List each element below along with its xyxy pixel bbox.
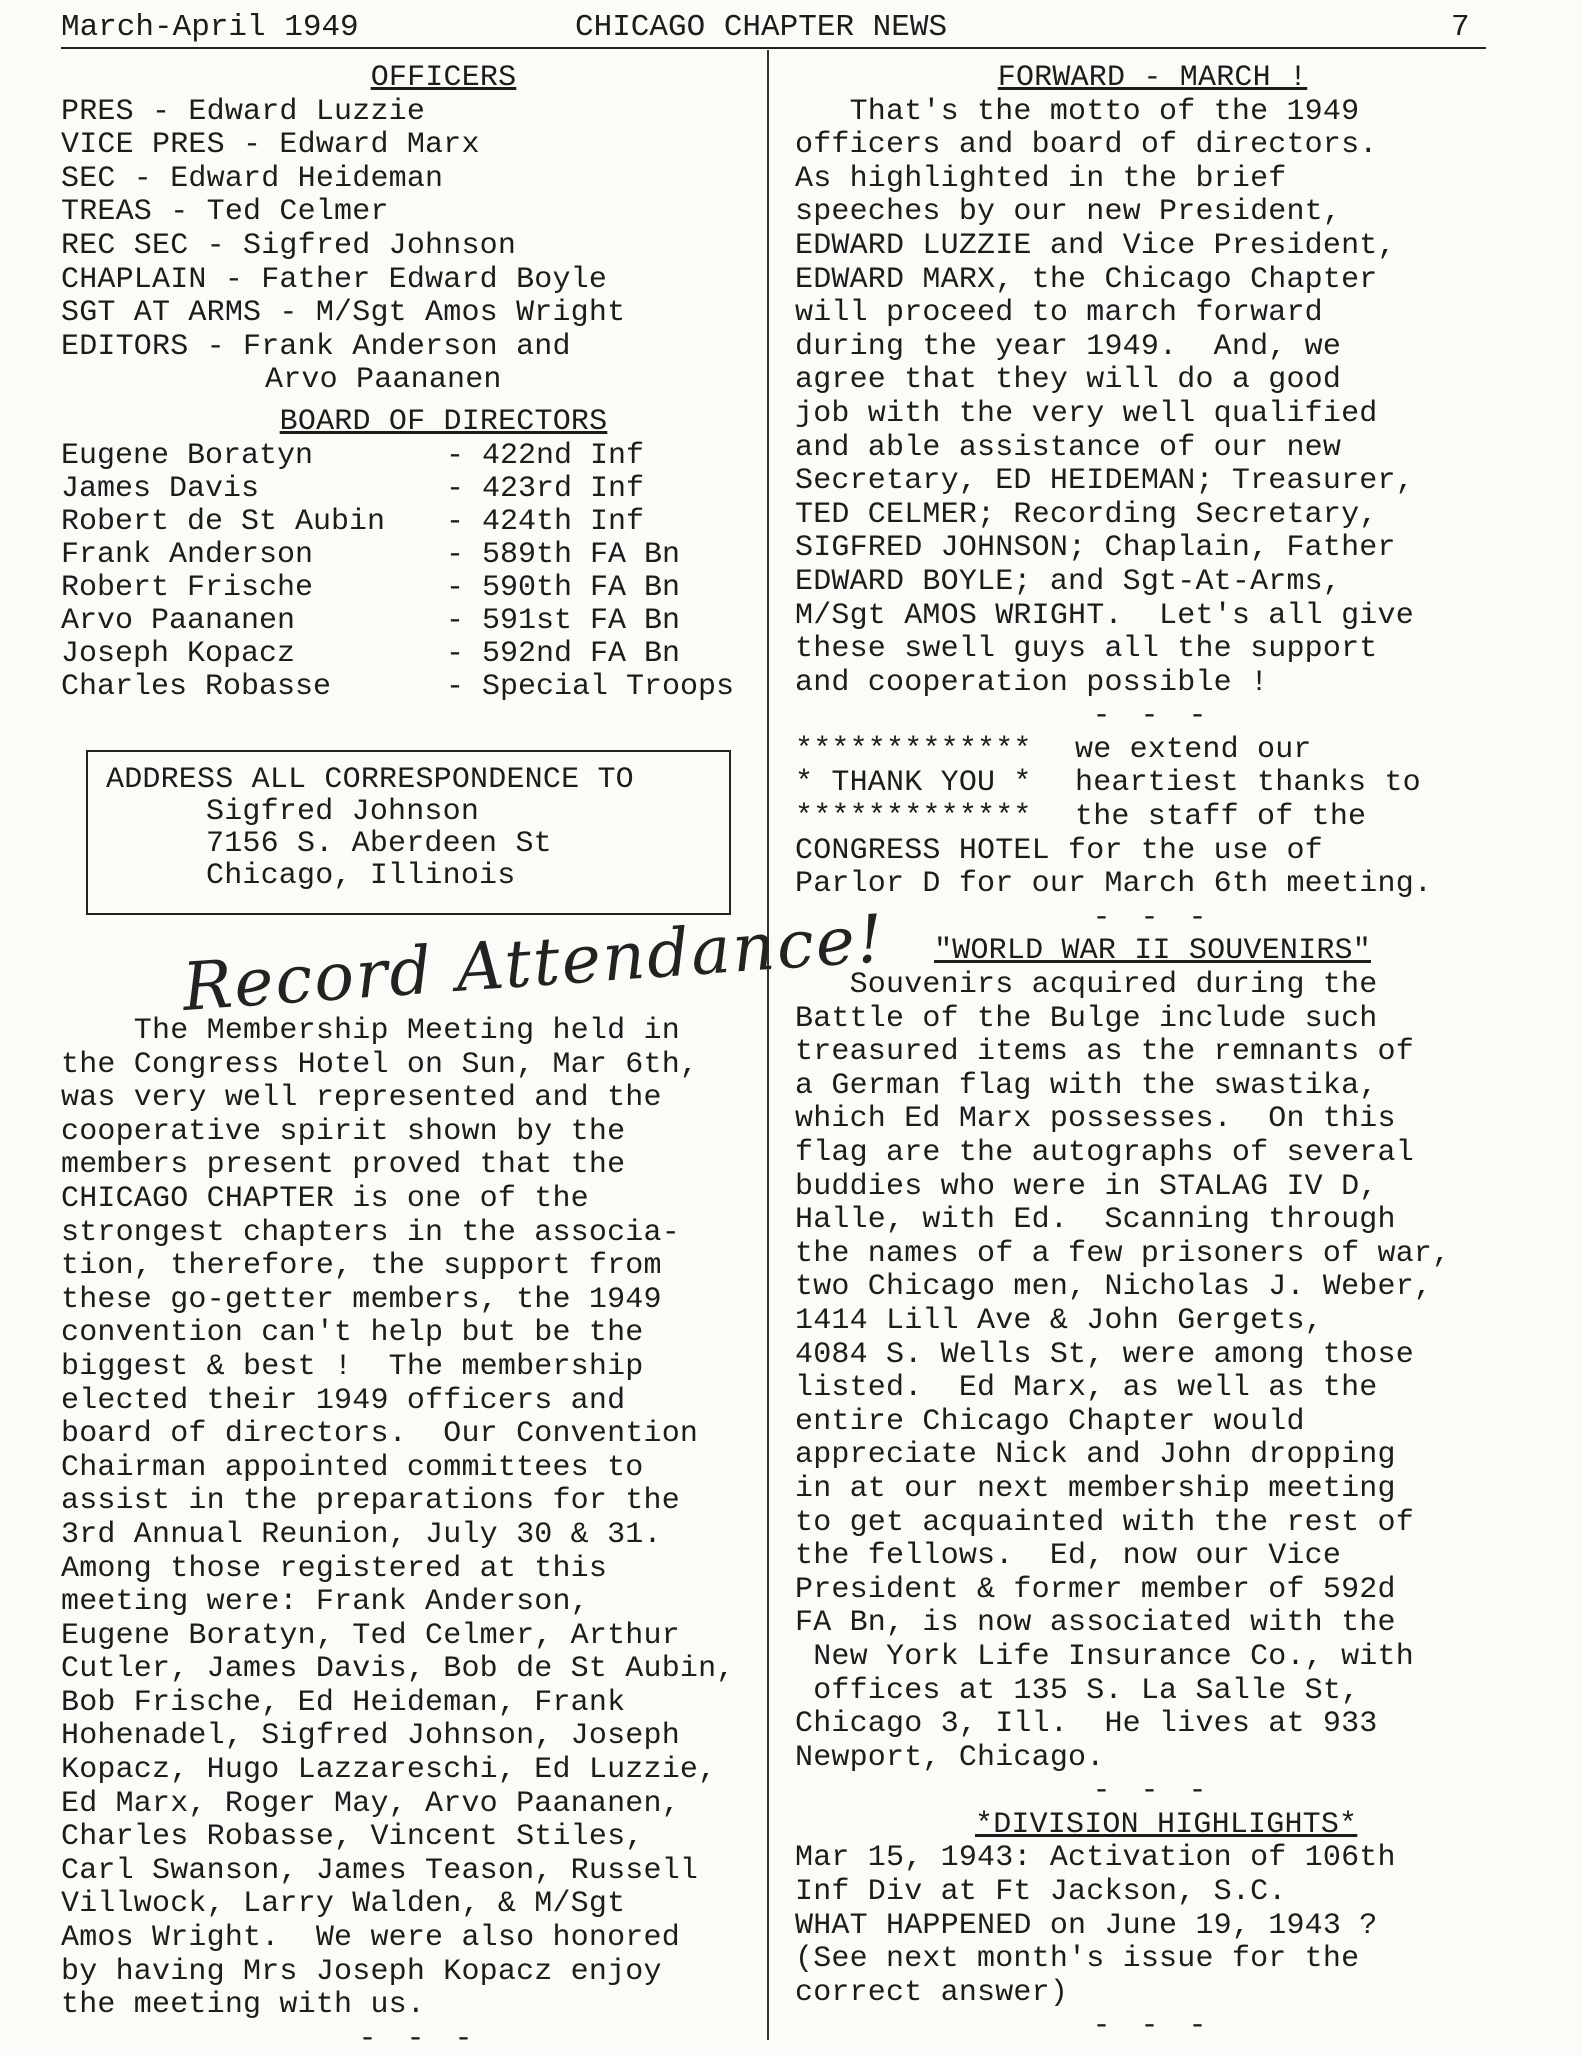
article-line: board of directors. Our Convention [61,1417,699,1452]
section-separator: - - - [1092,2009,1213,2044]
section-separator: - - - [1092,1774,1213,1809]
article-line: during the year 1949. And, we [795,329,1342,364]
article-line: heartiest thanks to [1075,766,1421,801]
board-row [61,506,766,539]
director-unit: - 424th Inf [446,504,645,539]
director-unit: - 591st FA Bn [446,603,681,638]
article-line: the staff of the [1075,800,1367,835]
board-section [61,406,766,704]
stars-bottom: ************* [795,800,1032,835]
director-name: Eugene Boratyn [61,438,314,473]
article-line: and cooperation possible ! [795,665,1269,700]
article-line: CHICAGO CHAPTER is one of the [61,1181,589,1216]
article-line: Mar 15, 1943: Activation of 106th [795,1841,1396,1876]
stars-top: ************* [795,732,1032,767]
article-line: will proceed to march forward [795,296,1323,331]
article-line: Battle of the Bulge include such [795,1001,1378,1036]
article-line: EDWARD LUZZIE and Vice President, [795,228,1396,263]
article-line: President & former member of 592d [795,1572,1396,1607]
officers-section [61,62,766,398]
article-line: Chairman appointed committees to [61,1450,644,1485]
article-line: Inf Div at Ft Jackson, S.C. [795,1875,1287,1910]
article-line: Cutler, James Davis, Bob de St Aubin, [61,1652,735,1687]
article-line: speeches by our new President, [795,195,1342,230]
officer-line: VICE PRES - Edward Marx [61,128,480,163]
thank-you-stars [795,734,1075,835]
article-line: and able assistance of our new [795,430,1342,465]
director-name: Arvo Paananen [61,603,296,638]
article-line: entire Chicago Chapter would [795,1404,1305,1439]
officer-line: SGT AT ARMS - M/Sgt Amos Wright [61,296,626,331]
article-line: Among those registered at this [61,1551,608,1586]
officer-line: Arvo Paananen [265,363,502,398]
board-row [61,572,766,605]
article-line: New York Life Insurance Co., with [795,1639,1414,1674]
article-line: 1414 Lill Ave & John Gergets, [795,1303,1323,1338]
left-column [61,62,766,704]
address-line: Chicago, Illinois [206,859,516,893]
section-separator: - - - [1092,699,1213,734]
address-box [86,750,731,915]
article-line: TED CELMER; Recording Secretary, [795,497,1378,532]
article-line: Kopacz, Hugo Lazzareschi, Ed Luzzie, [61,1753,717,1788]
article-line: job with the very well qualified [795,396,1378,431]
officer-line: CHAPLAIN - Father Edward Boyle [61,262,608,297]
article-line: treasured items as the remnants of [795,1035,1414,1070]
article-line: M/Sgt AMOS WRIGHT. Let's all give [795,598,1414,633]
article-line: FA Bn, is now associated with the [795,1606,1396,1641]
address-line: Sigfred Johnson [206,795,480,829]
article-line: (See next month's issue for the [795,1942,1360,1977]
article-line: convention can't help but be the [61,1316,644,1351]
article-line: offices at 135 S. La Salle St, [795,1673,1360,1708]
board-row [61,638,766,671]
article-line: strongest chapters in the associa- [61,1215,680,1250]
thank-you-side-text [1075,734,1421,835]
article-line: in at our next membership meeting [795,1471,1396,1506]
article-line: agree that they will do a good [795,363,1342,398]
article-line: we extend our [1075,732,1312,767]
article-line: EDWARD BOYLE; and Sgt-At-Arms, [795,564,1342,599]
article-line: That's the motto of the 1949 [795,94,1360,129]
address-heading: ADDRESS ALL CORRESPONDENCE TO [106,763,634,797]
article-line: Amos Wright. We were also honored [61,1921,680,1956]
article-line: two Chicago men, Nicholas J. Weber, [795,1270,1433,1305]
thank-you-box [795,734,1510,835]
section-separator: - - - [358,2021,479,2056]
article-line: buddies who were in STALAG IV D, [795,1169,1378,1204]
article-line: SIGFRED JOHNSON; Chaplain, Father [795,531,1396,566]
article-line: tion, therefore, the support from [61,1249,662,1284]
article-line: correct answer) [795,1975,1069,2010]
article-line: cooperative spirit shown by the [61,1114,626,1149]
article-line: listed. Ed Marx, as well as the [795,1371,1378,1406]
article-line: Secretary, ED HEIDEMAN; Treasurer, [795,464,1414,499]
director-name: Robert Frische [61,570,314,605]
article-line: EDWARD MARX, the Chicago Chapter [795,262,1378,297]
article-line: these swell guys all the support [795,632,1378,667]
article-line: biggest & best ! The membership [61,1349,644,1384]
article-line: Bob Frische, Ed Heideman, Frank [61,1685,626,1720]
article-line: appreciate Nick and John dropping [795,1438,1396,1473]
board-row [61,473,766,506]
article-line: The Membership Meeting held in [61,1014,680,1048]
article-line: CONGRESS HOTEL for the use of [795,833,1323,868]
article-line: assist in the preparations for the [61,1484,680,1519]
article-line: meeting were: Frank Anderson, [61,1585,589,1620]
director-unit: - 592nd FA Bn [446,636,681,671]
article-line: Carl Swanson, James Teason, Russell [61,1853,699,1888]
article-line: Souvenirs acquired during the [795,968,1378,1003]
issue-date: March-April 1949 [61,10,359,45]
article-line: elected their 1949 officers and [61,1383,626,1418]
board-heading: BOARD OF DIRECTORS [279,404,608,439]
section-separator: - - - [1092,900,1213,935]
article-line: to get acquainted with the rest of [795,1505,1414,1540]
officer-line: PRES - Edward Luzzie [61,94,426,129]
officer-line: REC SEC - Sigfred Johnson [61,228,517,263]
article-line: flag are the autographs of several [795,1136,1414,1170]
article-line: the names of a few prisoners of war, [795,1236,1451,1271]
forward-march-article [795,62,1510,734]
record-attendance-title: Record Attendance! [179,900,888,1026]
article-line: the fellows. Ed, now our Vice [795,1539,1342,1574]
director-unit: - 589th FA Bn [446,537,681,572]
article-line: a German flag with the swastika, [795,1068,1378,1103]
division-highlights-article [795,1809,1510,2044]
article-line: Eugene Boratyn, Ted Celmer, Arthur [61,1618,680,1653]
souvenirs-heading: "WORLD WAR II SOUVENIRS" [934,934,1371,969]
article-line: Halle, with Ed. Scanning through [795,1203,1396,1238]
director-name: James Davis [61,471,260,506]
director-name: Joseph Kopacz [61,636,296,671]
director-unit: - 590th FA Bn [446,570,681,605]
board-row [61,605,766,638]
thank-you-label: * THANK YOU * [795,766,1032,801]
article-line: was very well represented and the [61,1081,662,1116]
director-unit: - 423rd Inf [446,471,645,506]
article-line: which Ed Marx possesses. On this [795,1102,1396,1137]
director-unit: - 422nd Inf [446,438,645,473]
article-line: officers and board of directors. [795,128,1378,163]
souvenirs-article [795,935,1510,1808]
officer-line: TREAS - Ted Celmer [61,195,389,230]
thank-you-article [795,734,1510,936]
newsletter-title: CHICAGO CHAPTER NEWS [575,10,948,45]
article-line: these go-getter members, the 1949 [61,1282,662,1317]
article-line: Newport, Chicago. [795,1740,1105,1775]
article-line: Parlor D for our March 6th meeting. [795,867,1433,902]
article-line: 3rd Annual Reunion, July 30 & 31. [61,1517,662,1552]
officers-heading: OFFICERS [370,61,517,95]
article-line: Charles Robasse, Vincent Stiles, [61,1820,644,1855]
article-line: the meeting with us. [61,1988,426,2023]
director-name: Robert de St Aubin [61,504,386,539]
article-line: members present proved that the [61,1148,626,1183]
board-row [61,440,766,473]
article-line: Hohenadel, Sigfred Johnson, Joseph [61,1719,680,1754]
address-line: 7156 S. Aberdeen St [206,827,552,861]
header-rule [61,47,1486,49]
page-number: 7 [1451,10,1470,45]
article-line: the Congress Hotel on Sun, Mar 6th, [61,1047,699,1082]
record-attendance-article [61,1015,776,2056]
forward-heading: FORWARD - MARCH ! [997,61,1308,95]
director-name: Charles Robasse [61,669,332,704]
board-row [61,539,766,572]
right-column [795,62,1510,2044]
article-line: 4084 S. Wells St, were among those [795,1337,1414,1372]
director-unit: - Special Troops [446,669,735,704]
article-line: As highlighted in the brief [795,161,1287,196]
division-heading: *DIVISION HIGHLIGHTS* [975,1807,1358,1842]
article-line: WHAT HAPPENED on June 19, 1943 ? [795,1908,1378,1943]
article-line: Ed Marx, Roger May, Arvo Paananen, [61,1786,680,1821]
board-row [61,671,766,704]
article-line: Villwock, Larry Walden, & M/Sgt [61,1887,626,1922]
article-line: by having Mrs Joseph Kopacz enjoy [61,1954,662,1989]
officer-line: EDITORS - Frank Anderson and [61,329,571,364]
article-line: Chicago 3, Ill. He lives at 933 [795,1707,1378,1742]
officer-line: SEC - Edward Heideman [61,161,444,196]
director-name: Frank Anderson [61,537,314,572]
